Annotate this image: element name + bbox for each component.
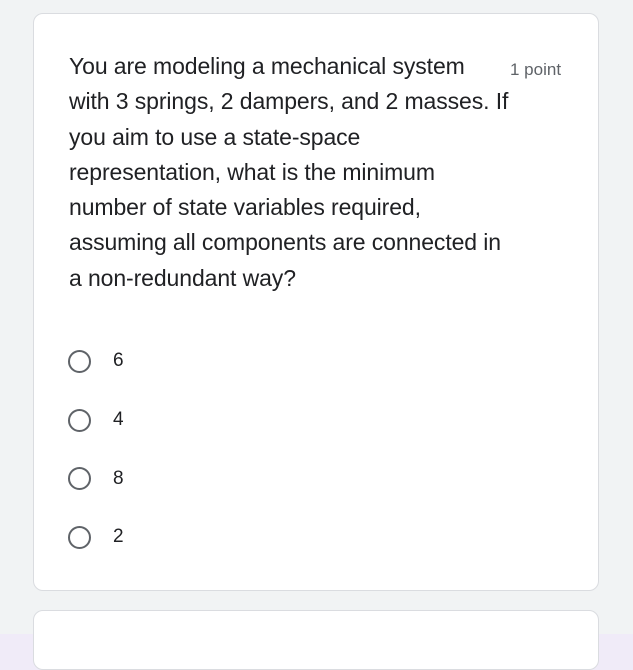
points-label: 1 point [510, 60, 562, 79]
option-label: 2 [113, 526, 124, 548]
option-6[interactable] [68, 332, 124, 391]
option-label: 8 [113, 467, 124, 489]
radio-button[interactable] [68, 409, 91, 432]
next-question-card [33, 610, 599, 670]
radio-button[interactable] [68, 467, 91, 490]
option-2[interactable] [68, 508, 124, 567]
option-label: 4 [113, 409, 124, 431]
radio-button[interactable] [68, 526, 91, 549]
option-4[interactable] [68, 391, 124, 450]
option-8[interactable] [68, 449, 124, 508]
option-label: 6 [113, 350, 124, 372]
answer-options [68, 332, 124, 567]
question-card [33, 13, 599, 591]
radio-button[interactable] [68, 350, 91, 373]
question-text: You are modeling a mechanical system with 3 springs, 2 dampers, and 2 masses. If you aim to use a state-space representation, what is the minimum number of state variables required, assuming all components are connected in a non-redundant way? [69, 53, 509, 291]
